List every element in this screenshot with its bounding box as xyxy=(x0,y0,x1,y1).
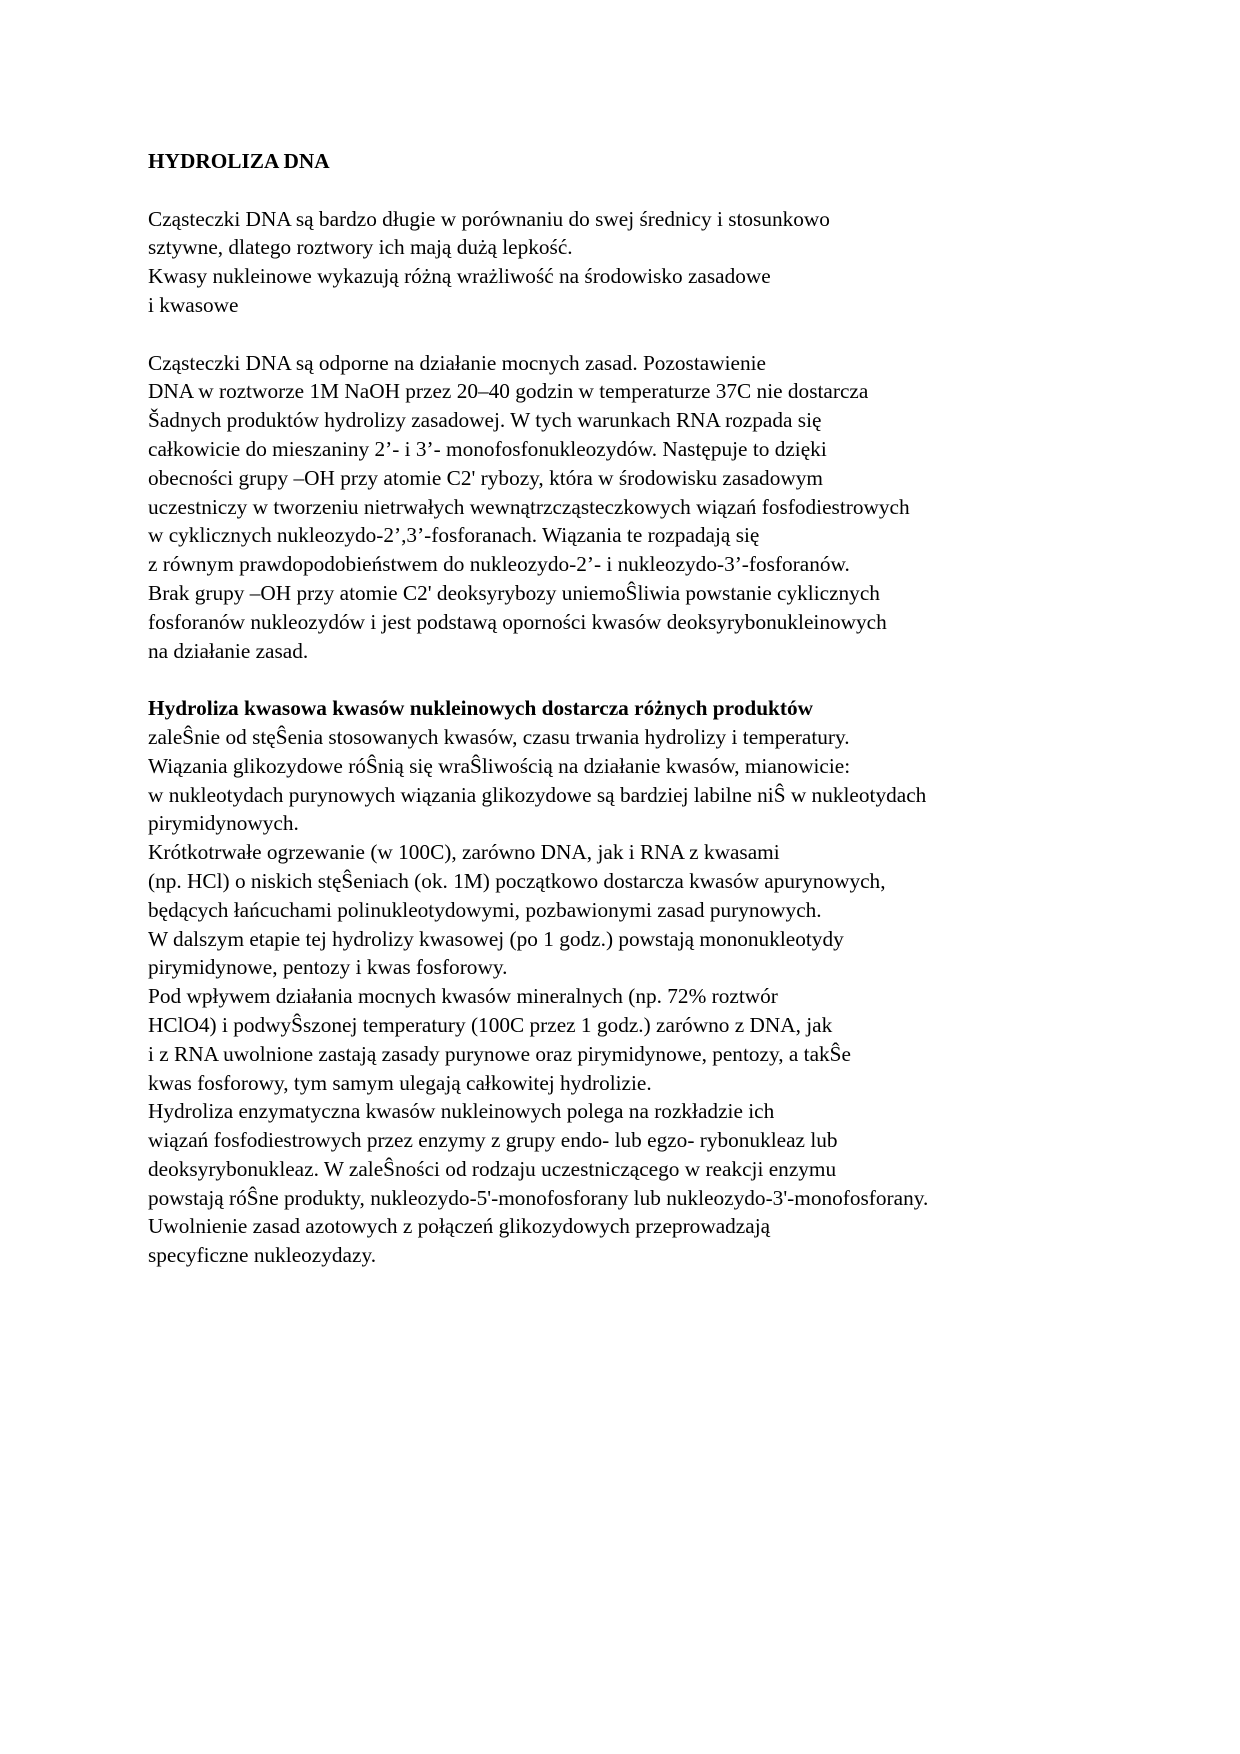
text-line: z równym prawdopodobieństwem do nukleozydo-2’- i nukleozydo-3’-fosforanów. xyxy=(148,552,850,577)
document-body xyxy=(148,147,1098,1270)
text-line: DNA w roztworze 1M NaOH przez 20–40 godzin w temperaturze 37C nie dostarcza xyxy=(148,379,869,404)
spacer xyxy=(148,665,1098,694)
text-line: (np. HCl) o niskich stęŜeniach (ok. 1M) początkowo dostarcza kwasów apurynowych, xyxy=(148,868,886,893)
text-line: Pod wpływem działania mocnych kwasów mineralnych (np. 72% roztwór xyxy=(148,984,778,1009)
text-line: i kwasowe xyxy=(148,292,239,317)
text-line: Šadnych produktów hydrolizy zasadowej. W tych warunkach RNA rozpada się xyxy=(148,408,822,433)
paragraph-intro xyxy=(148,205,1098,320)
text-line: Krótkotrwałe ogrzewanie (w 100C), zarówno DNA, jak i RNA z kwasami xyxy=(148,840,780,865)
text-line: HClO4) i podwyŜszonej temperatury (100C przez 1 godz.) zarówno z DNA, jak xyxy=(148,1012,833,1037)
text-line: wiązań fosfodiestrowych przez enzymy z grupy endo- lub egzo- rybonukleaz lub xyxy=(148,1128,838,1153)
text-line: i z RNA uwolnione zastają zasady purynowe oraz pirymidynowe, pentozy, a takŜe xyxy=(148,1041,851,1066)
text-line: będących łańcuchami polinukleotydowymi, pozbawionymi zasad purynowych. xyxy=(148,897,822,922)
text-line: całkowicie do mieszaniny 2’- i 3’- monofosfonukleozydów. Następuje to dzięki xyxy=(148,436,827,461)
text-line: Cząsteczki DNA są odporne na działanie mocnych zasad. Pozostawienie xyxy=(148,350,766,375)
text-line: Kwasy nukleinowe wykazują różną wrażliwość na środowisko zasadowe xyxy=(148,264,771,289)
text-line: pirymidynowych. xyxy=(148,811,299,836)
text-line: Brak grupy –OH przy atomie C2' deoksyrybozy uniemoŜliwia powstanie cyklicznych xyxy=(148,580,880,605)
text-line: Cząsteczki DNA są bardzo długie w porównaniu do swej średnicy i stosunkowo xyxy=(148,206,830,231)
text-line: sztywne, dlatego roztwory ich mają dużą lepkość. xyxy=(148,235,573,260)
text-line: deoksyrybonukleaz. W zaleŜności od rodzaju uczestniczącego w reakcji enzymu xyxy=(148,1156,837,1181)
paragraph-acid-hydrolysis xyxy=(148,694,1098,1270)
text-line: powstają róŜne produkty, nukleozydo-5'-monofosforany lub nukleozydo-3'-monofosforany. xyxy=(148,1185,929,1210)
text-line: Uwolnienie zasad azotowych z połączeń glikozydowych przeprowadzają xyxy=(148,1214,771,1239)
text-line: Wiązania glikozydowe róŜnią się wraŜliwością na działanie kwasów, mianowicie: xyxy=(148,753,851,778)
text-line: uczestniczy w tworzeniu nietrwałych wewnątrzcząsteczkowych wiązań fosfodiestrowych xyxy=(148,494,910,519)
paragraph-alkaline-hydrolysis xyxy=(148,349,1098,666)
section-heading: Hydroliza kwasowa kwasów nukleinowych dostarcza różnych produktów xyxy=(148,696,814,721)
text-line: w nukleotydach purynowych wiązania glikozydowe są bardziej labilne niŜ w nukleotydach xyxy=(148,782,927,807)
text-line: Hydroliza enzymatyczna kwasów nukleinowych polega na rozkładzie ich xyxy=(148,1099,775,1124)
text-line: specyficzne nukleozydazy. xyxy=(148,1243,377,1268)
text-line: pirymidynowe, pentozy i kwas fosforowy. xyxy=(148,955,508,980)
text-line: na działanie zasad. xyxy=(148,638,309,663)
text-line: w cyklicznych nukleozydo-2’,3’-fosforanach. Wiązania te rozpadają się xyxy=(148,523,760,548)
text-line: W dalszym etapie tej hydrolizy kwasowej (po 1 godz.) powstają mononukleotydy xyxy=(148,926,844,951)
spacer xyxy=(148,320,1098,349)
text-line: obecności grupy –OH przy atomie C2' rybozy, która w środowisku zasadowym xyxy=(148,465,823,490)
text-line: kwas fosforowy, tym samym ulegają całkowitej hydrolizie. xyxy=(148,1070,652,1095)
text-line: fosforanów nukleozydów i jest podstawą oporności kwasów deoksyrybonukleinowych xyxy=(148,609,887,634)
text-line: zaleŜnie od stęŜenia stosowanych kwasów, czasu trwania hydrolizy i temperatury. xyxy=(148,724,850,749)
spacer xyxy=(148,176,1098,205)
document-title: HYDROLIZA DNA xyxy=(148,149,330,173)
